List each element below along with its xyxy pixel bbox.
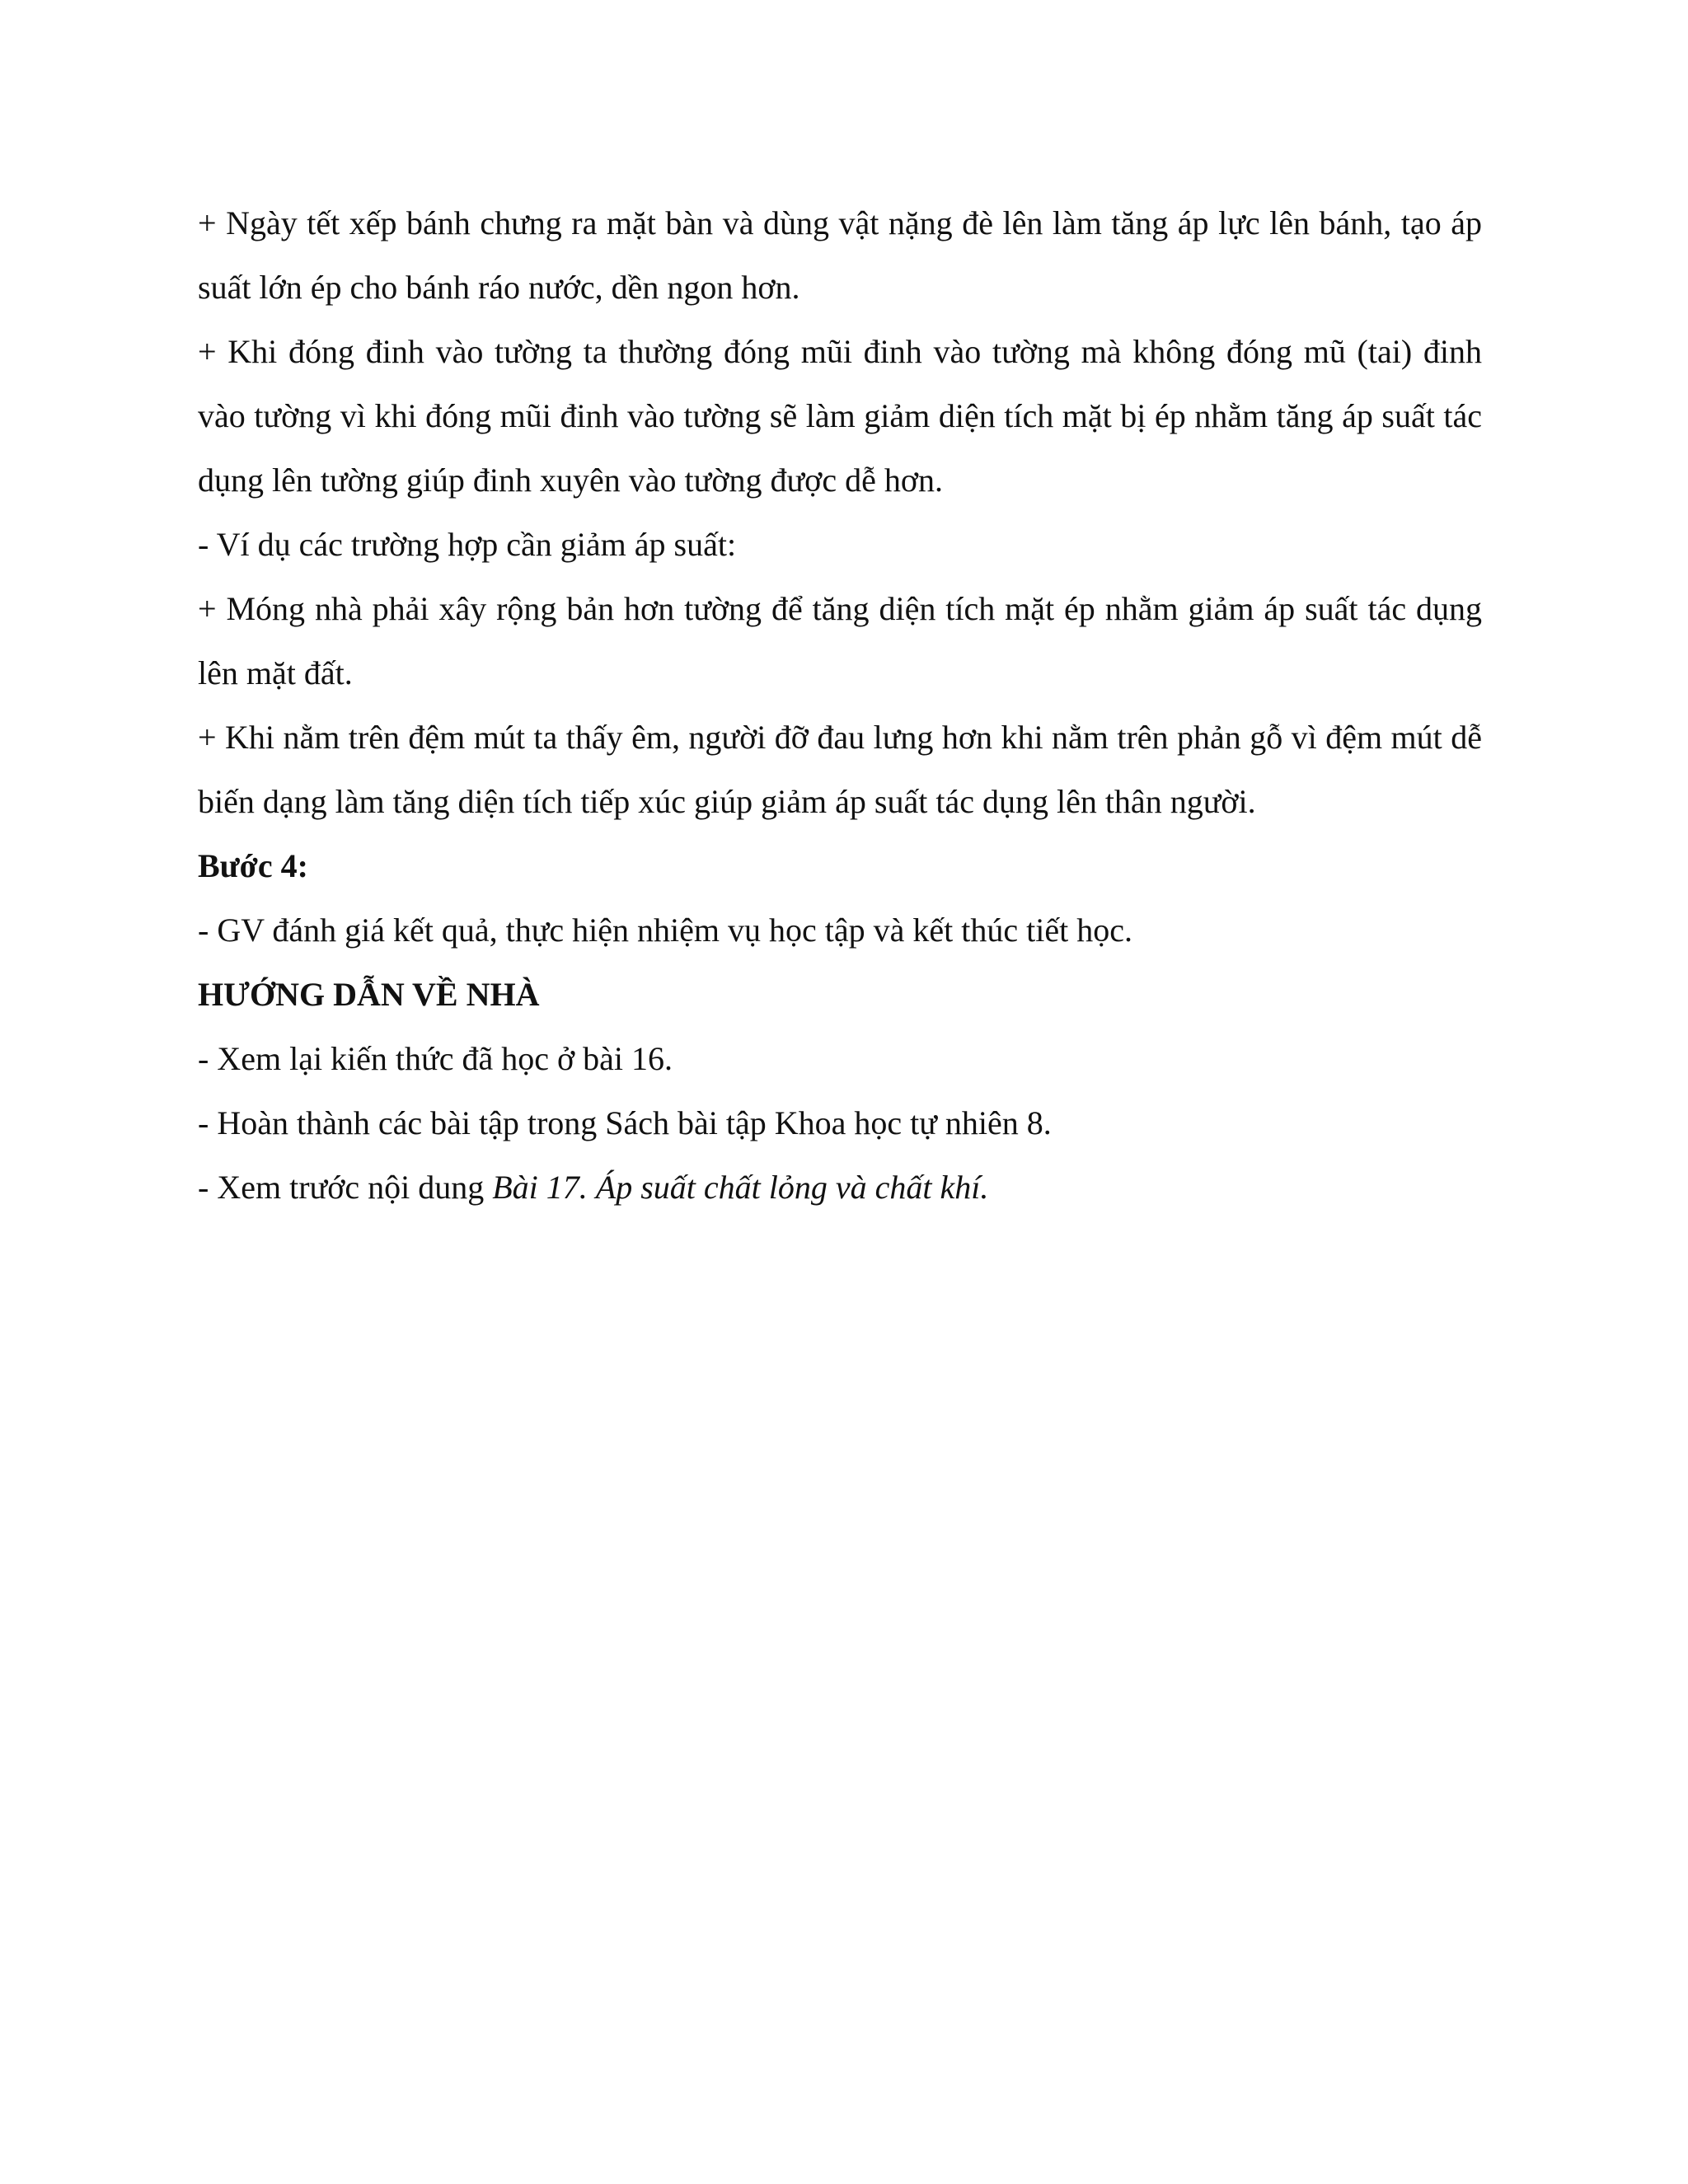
homework-item-exercises: - Hoàn thành các bài tập trong Sách bài tập Khoa học tự nhiên 8. xyxy=(198,1104,1052,1141)
step4-heading: Bước 4: xyxy=(198,847,308,884)
homework-heading: HƯỚNG DẪN VỀ NHÀ xyxy=(198,976,540,1013)
paragraph-example-banh-chung: + Ngày tết xếp bánh chưng ra mặt bàn và dùng vật nặng đè lên làm tăng áp lực lên bánh, tạo áp suất lớn ép cho bánh ráo nước, dền ngon hơn. xyxy=(198,204,1482,306)
paragraph-reduce-pressure-intro: - Ví dụ các trường hợp cần giảm áp suất: xyxy=(198,526,737,563)
document-page xyxy=(198,191,1482,1220)
step4-text: - GV đánh giá kết quả, thực hiện nhiệm vụ học tập và kết thúc tiết học. xyxy=(198,912,1132,949)
preview-prefix: - Xem trước nội dung xyxy=(198,1169,493,1206)
paragraph-example-dong-dinh: + Khi đóng đinh vào tường ta thường đóng mũi đinh vào tường mà không đóng mũ (tai) đinh vào tường vì khi đóng mũi đinh vào tường sẽ làm giảm diện tích mặt bị ép nhằm tăng áp suất tác dụng lên tường giúp đinh xuyên vào tường được dễ hơn. xyxy=(198,333,1482,499)
paragraph-example-mong-nha: + Móng nhà phải xây rộng bản hơn tường để tăng diện tích mặt ép nhằm giảm áp suất tác dụng lên mặt đất. xyxy=(198,590,1482,691)
preview-lesson-title: Bài 17. Áp suất chất lỏng và chất khí. xyxy=(492,1169,989,1206)
homework-item-preview xyxy=(198,1155,1482,1220)
homework-item-review: - Xem lại kiến thức đã học ở bài 16. xyxy=(198,1040,673,1077)
paragraph-example-dem-mut: + Khi nằm trên đệm mút ta thấy êm, người đỡ đau lưng hơn khi nằm trên phản gỗ vì đệm mút dễ biến dạng làm tăng diện tích tiếp xúc giúp giảm áp suất tác dụng lên thân người. xyxy=(198,719,1482,820)
